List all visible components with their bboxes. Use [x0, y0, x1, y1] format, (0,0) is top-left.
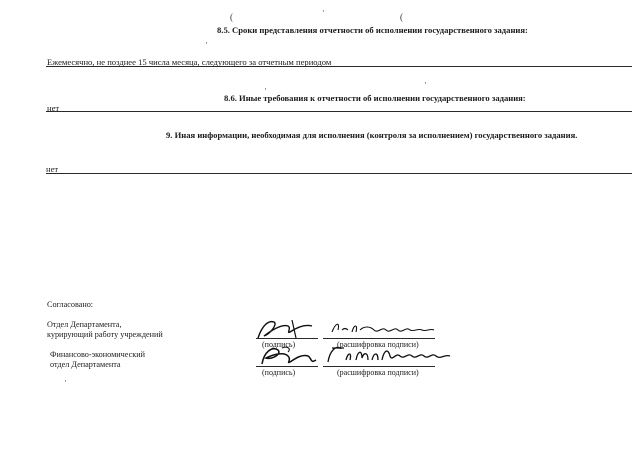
- scan-speck: (: [230, 12, 233, 22]
- dept2-line1: Финансово-экономический: [50, 350, 145, 359]
- section-8-5-value: Ежемесячно, не позднее 15 числа месяца, следующего за отчетным периодом: [47, 57, 332, 67]
- section-8-5-underline: [46, 66, 632, 67]
- caption-signature-1: (подпись): [262, 340, 296, 349]
- signature-1-decoding-handwritten: [330, 318, 438, 338]
- dept2-line2: отдел Департамента: [50, 360, 121, 369]
- section-9-underline: [46, 173, 632, 174]
- scan-speck: ·: [322, 6, 325, 16]
- decoding-line-2: [323, 366, 435, 367]
- scan-speck: ·: [64, 376, 67, 386]
- agreed-label: Согласовано:: [47, 300, 94, 309]
- signature-line-1: [256, 338, 318, 339]
- scan-speck: ·: [424, 78, 427, 88]
- section-8-6-underline: [46, 111, 632, 112]
- scan-speck: ·: [205, 38, 208, 48]
- signature-line-2: [256, 366, 318, 367]
- scan-speck: (: [400, 12, 403, 22]
- caption-decoding-1: (расшифровка подписи): [337, 340, 419, 349]
- section-8-5-heading: 8.5. Сроки представления отчетности об исполнении государственного задания:: [217, 25, 528, 35]
- signature-2-decoding-handwritten: [326, 344, 454, 368]
- dept1-line1: Отдел Департамента,: [47, 320, 122, 329]
- caption-signature-2: (подпись): [262, 368, 296, 377]
- section-8-6-heading: 8.6. Иные требования к отчетности об исполнении государственного задания:: [224, 93, 526, 103]
- section-9-heading: 9. Иная информации, необходимая для исполнения (контроля за исполнением) государственного задания.: [166, 130, 578, 140]
- dept1-line2: курирующий работу учреждений: [47, 330, 163, 339]
- section-8-6-value: нет: [47, 103, 60, 113]
- caption-decoding-2: (расшифровка подписи): [337, 368, 419, 377]
- scan-speck: ·: [264, 84, 267, 94]
- decoding-line-1: [323, 338, 435, 339]
- section-9-value: нет: [46, 164, 59, 174]
